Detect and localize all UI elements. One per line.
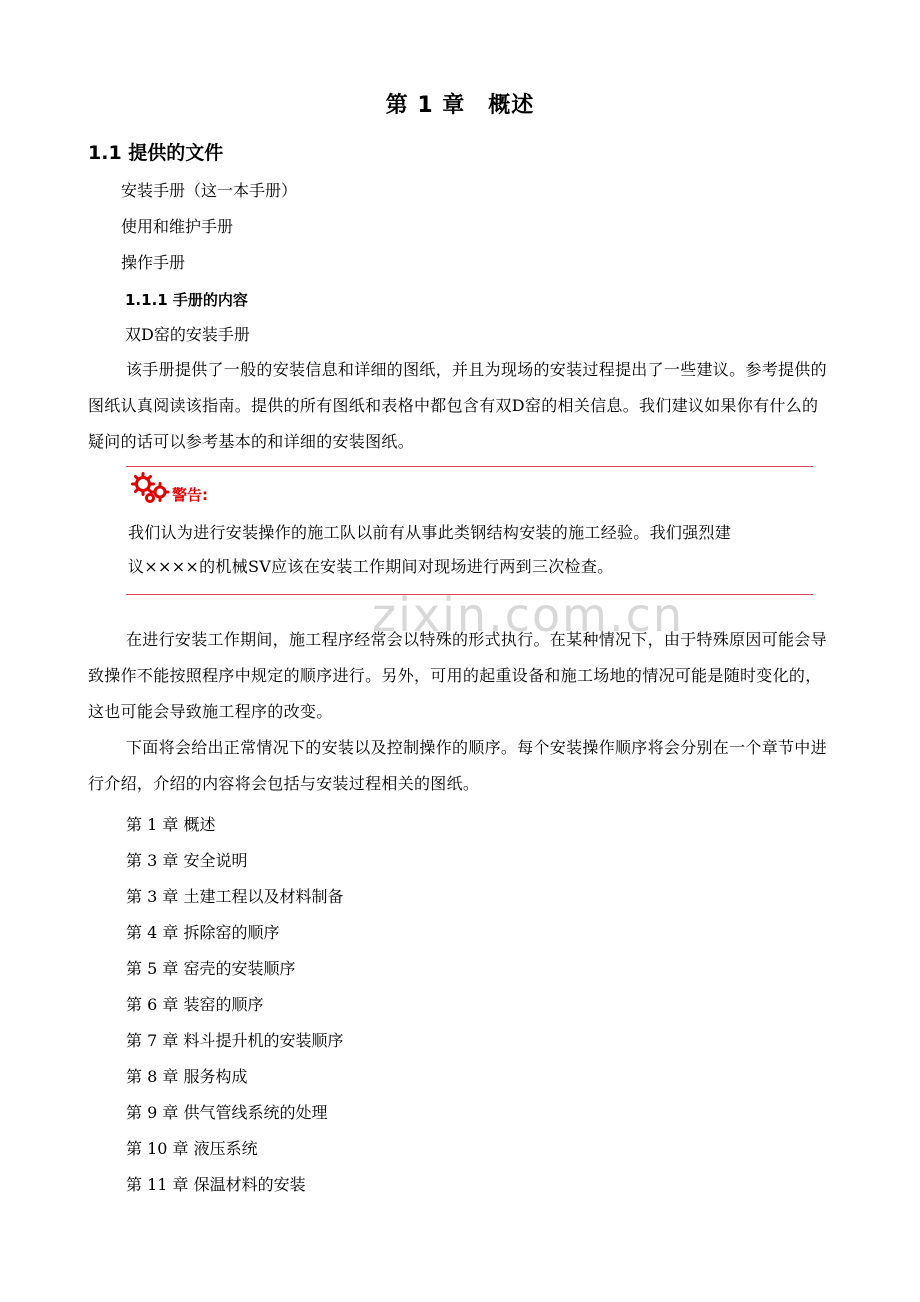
chapter-list-item: 第 1 章 概述 — [126, 815, 216, 834]
chapter-list-item: 第 9 章 供气管线系统的处理 — [126, 1103, 328, 1122]
sequence-paragraph: 下面将会给出正常情况下的安装以及控制操作的顺序。每个安装操作顺序将会分别在一个章节中进行介绍，介绍的内容将会包括与安装过程相关的图纸。 — [88, 738, 827, 793]
manual-name: 双D窑的安装手册 — [125, 325, 250, 344]
chapter-title: 第 1 章 概述 — [385, 93, 535, 118]
chapter-list-item: 第 5 章 窑壳的安装顺序 — [126, 959, 296, 978]
file-item-installation-manual: 安装手册（这一本手册） — [121, 181, 298, 200]
warning-line-2: 议××××的机械SV应该在安装工作期间对现场进行两到三次检查。 — [128, 557, 614, 576]
chapter-list-item: 第 4 章 拆除窑的顺序 — [126, 923, 280, 942]
gears-warning-icon — [130, 472, 172, 504]
chapter-list-item: 第 8 章 服务构成 — [126, 1067, 248, 1086]
file-item-operation-manual: 操作手册 — [121, 253, 186, 272]
chapter-list-item: 第 3 章 安全说明 — [126, 851, 248, 870]
intro-paragraph: 该手册提供了一般的安装信息和详细的图纸，并且为现场的安装过程提出了一些建议。参考提供的图纸认真阅读该指南。提供的所有图纸和表格中都包含有双D窑的相关信息。我们建议如果你有什么的疑问的话可以参考基本的和详细的安装图纸。 — [88, 360, 827, 451]
chapter-list-item: 第 11 章 保温材料的安装 — [126, 1175, 306, 1194]
section-title: 1.1 提供的文件 — [88, 142, 224, 164]
chapter-list-item: 第 7 章 料斗提升机的安装顺序 — [126, 1031, 344, 1050]
warning-body — [128, 516, 818, 584]
warning-line-1: 我们认为进行安装操作的施工队以前有从事此类钢结构安装的施工经验。我们强烈建 — [128, 523, 732, 542]
watermark-text: zixin.com.cn — [372, 588, 685, 642]
chapter-list-item: 第 6 章 装窑的顺序 — [126, 995, 264, 1014]
chapter-list-item: 第 3 章 土建工程以及材料制备 — [126, 887, 344, 906]
file-item-maintenance-manual: 使用和维护手册 — [121, 217, 234, 236]
chapter-list-item: 第 10 章 液压系统 — [126, 1139, 258, 1158]
procedure-paragraph: 在进行安装工作期间，施工程序经常会以特殊的形式执行。在某种情况下，由于特殊原因可能会导致操作不能按照程序中规定的顺序进行。另外，可用的起重设备和施工场地的情况可能是随时变化的，这也可能会导致施工程序的改变。 — [88, 630, 827, 721]
subsection-title: 1.1.1 手册的内容 — [125, 291, 248, 309]
warning-label: 警告: — [172, 486, 208, 504]
warning-top-rule — [126, 466, 813, 467]
